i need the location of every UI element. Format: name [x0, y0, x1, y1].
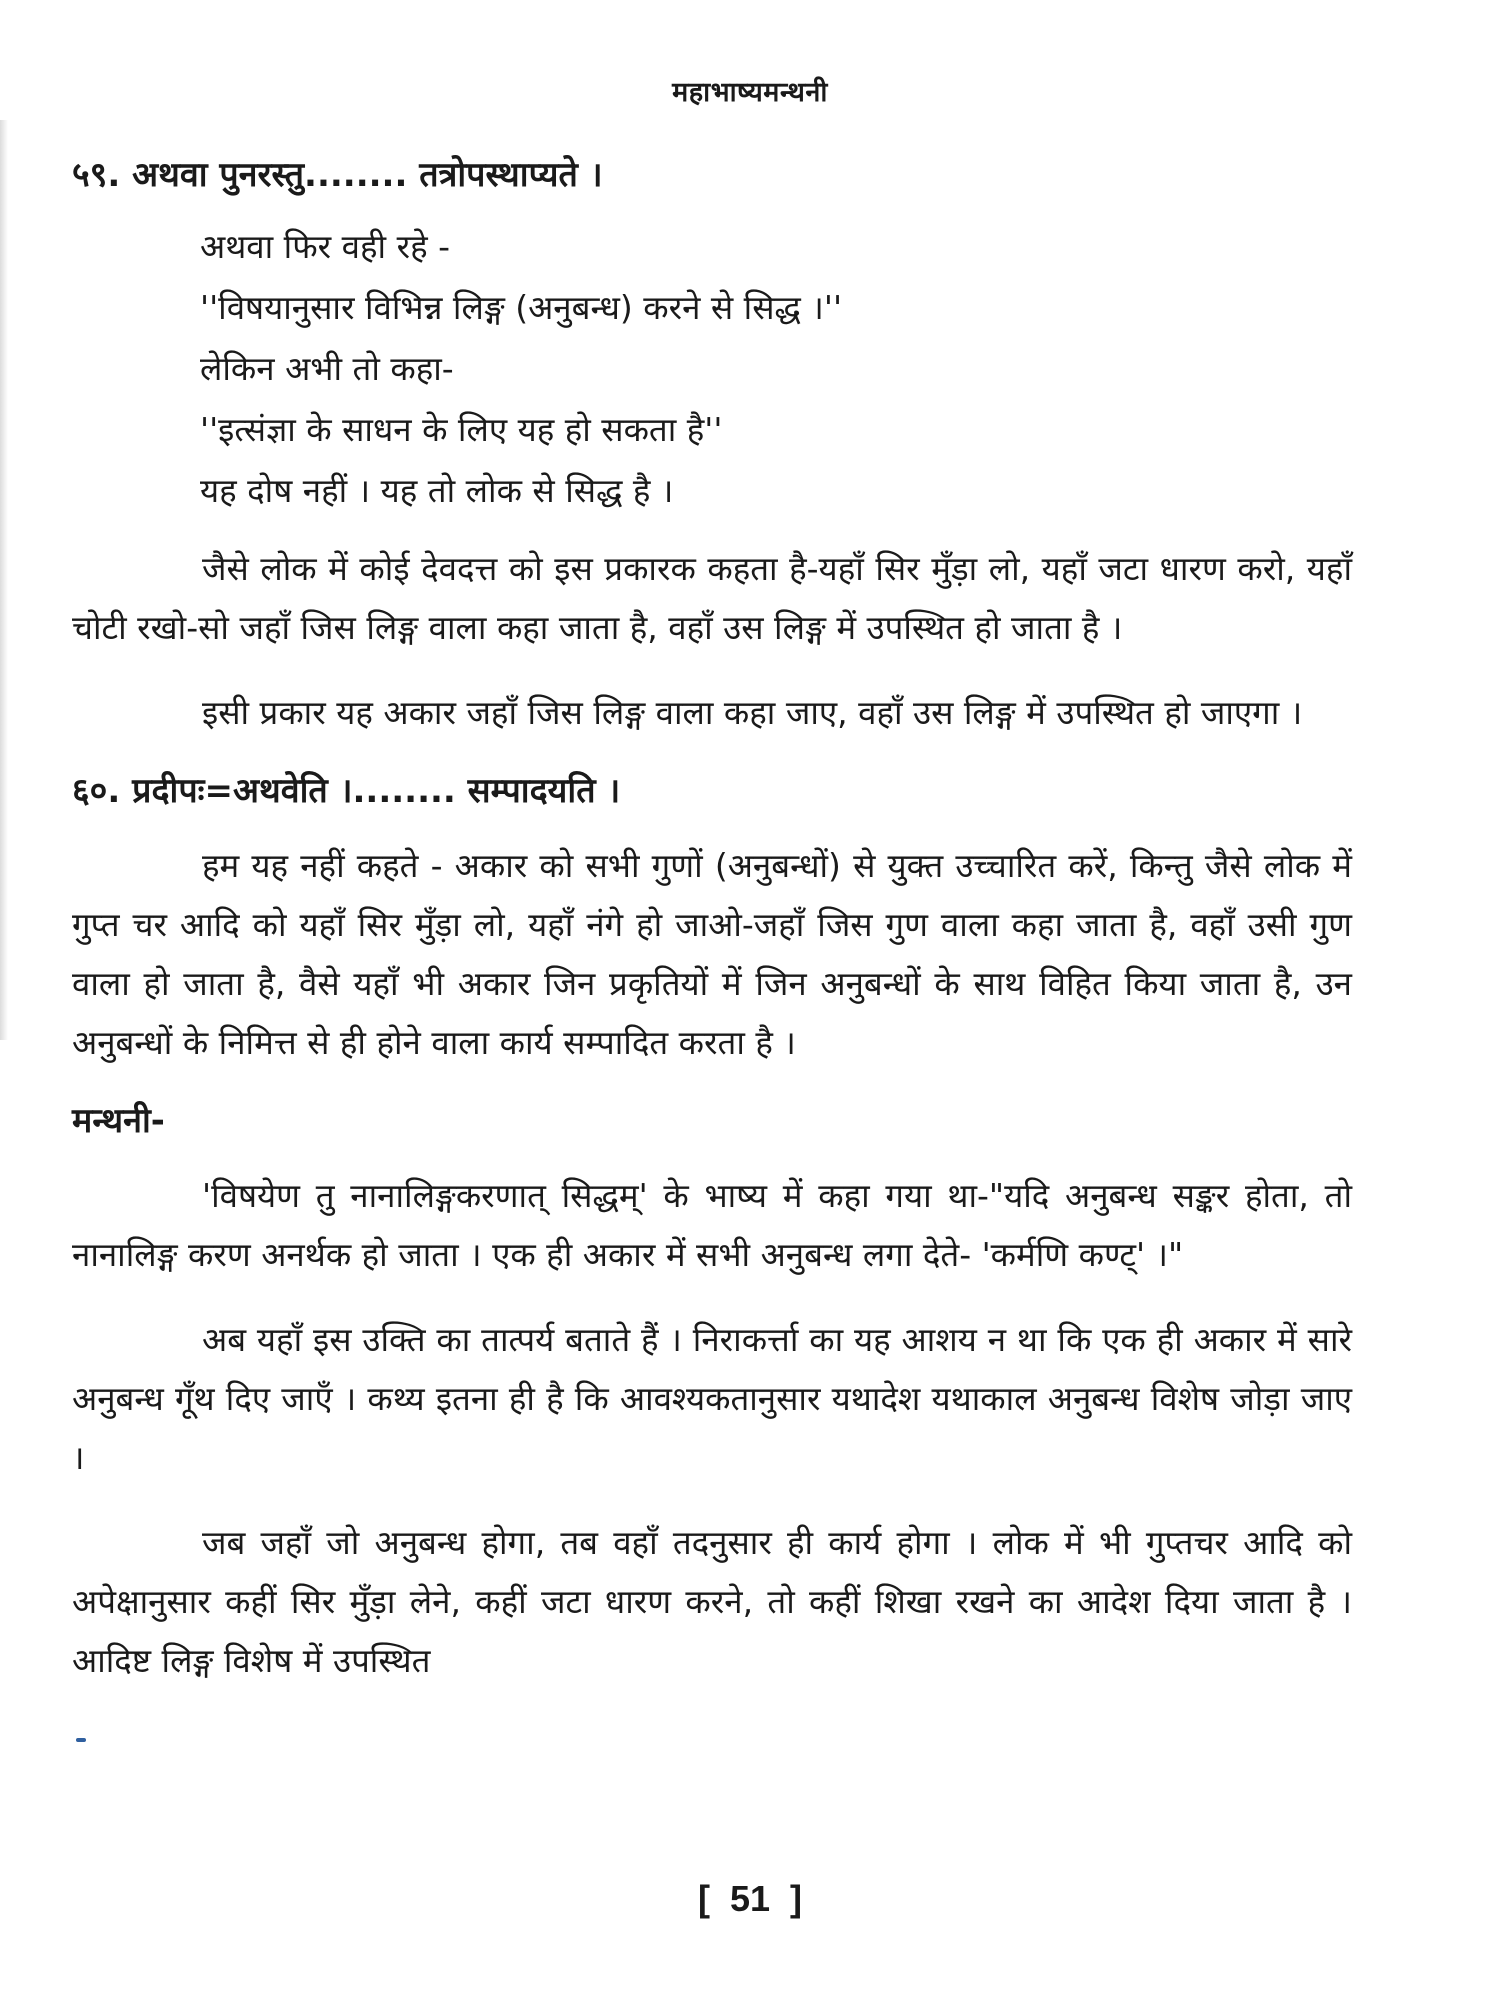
section-59-heading: ५९. अथवा पुनरस्तु........ तत्रोपस्थाप्यते । — [72, 155, 603, 195]
section-59-translation — [200, 216, 1352, 521]
section-60-paragraph: हम यह नहीं कहते - अकार को सभी गुणों (अनुबन्धों) से युक्त उच्चारित करें, किन्तु जैसे लोक में गुप्त चर आदि को यहाँ सिर मुँड़ा लो, यहाँ नंगे हो जाओ-जहाँ जिस गुण वाला कहा जाता है, वहाँ उसी गुण वाला हो जाता है, वैसे यहाँ भी अकार जिन प्रकृतियों में जिन अनुबन्धों के साथ विहित किया जाता है, उन अनुबन्धों के निमित्त से ही होने वाला कार्य सम्पादित करता है । — [72, 846, 1352, 1062]
section-59-paragraph-1: जैसे लोक में कोई देवदत्त को इस प्रकारक कहता है-यहाँ सिर मुँड़ा लो, यहाँ जटा धारण करो, यहाँ चोटी रखो-सो जहाँ जिस लिङ्ग वाला कहा जाता है, वहाँ उस लिङ्ग में उपस्थित हो जाता है । — [72, 549, 1352, 647]
manthani-paragraph-3: जब जहाँ जो अनुबन्ध होगा, तब वहाँ तदनुसार ही कार्य होगा । लोक में भी गुप्तचर आदि को अपेक्षानुसार कहीं सिर मुँड़ा लेने, कहीं जटा धारण करने, तो कहीं शिखा रखने का आदेश दिया जाता है । आदिष्ट लिङ्ग विशेष में उपस्थित — [72, 1523, 1352, 1680]
section-59-paragraph-2: इसी प्रकार यह अकार जहाँ जिस लिङ्ग वाला कहा जाए, वहाँ उस लिङ्ग में उपस्थित हो जाएगा । — [202, 693, 1303, 732]
translation-line: ''विषयानुसार विभिन्न लिङ्ग (अनुबन्ध) करने से सिद्ध ।'' — [200, 288, 843, 327]
ink-speck — [76, 1738, 86, 1742]
translation-line: यह दोष नहीं । यह तो लोक से सिद्ध है । — [200, 471, 674, 510]
page-content — [72, 148, 1352, 1690]
page-edge-shadow — [0, 120, 8, 1040]
manthani-paragraph-2: अब यहाँ इस उक्ति का तात्पर्य बताते हैं । निराकर्त्ता का यह आशय न था कि एक ही अकार में सारे अनुबन्ध गूँथ दिए जाएँ । कथ्य इतना ही है कि आवश्यकतानुसार यथादेश यथाकाल अनुबन्ध विशेष जोड़ा जाए । — [72, 1320, 1352, 1477]
translation-line: लेकिन अभी तो कहा- — [200, 349, 454, 388]
page-number: [ 51 ] — [697, 1878, 803, 1919]
translation-line: अथवा फिर वही रहे - — [200, 227, 450, 266]
translation-line: ''इत्संज्ञा के साधन के लिए यह हो सकता है'' — [200, 410, 723, 449]
manthani-heading: मन्थनी- — [72, 1101, 165, 1141]
manthani-paragraph-1: 'विषयेण तु नानालिङ्गकरणात् सिद्धम्' के भाष्य में कहा गया था-"यदि अनुबन्ध सङ्कर होता, तो नानालिङ्ग करण अनर्थक हो जाता । एक ही अकार में सभी अनुबन्ध लगा देते- 'कर्मणि कण्ट्' ।" — [72, 1176, 1352, 1274]
running-head: महाभाष्यमन्थनी — [672, 77, 828, 108]
section-60-heading: ६०. प्रदीपः=अथवेति ।........ सम्पादयति । — [72, 771, 621, 811]
